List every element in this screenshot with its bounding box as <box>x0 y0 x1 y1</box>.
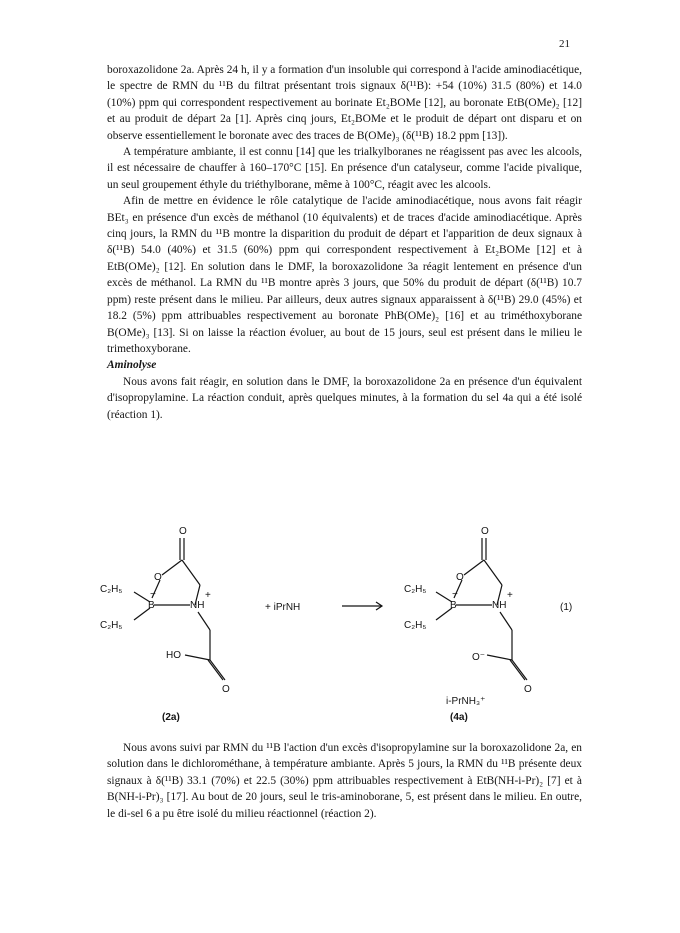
atom-minus: − <box>150 589 156 600</box>
reaction-scheme <box>90 520 600 730</box>
reaction-scheme-svg <box>90 520 600 730</box>
body-text-upper <box>107 62 582 423</box>
atom-o-ring: O <box>154 572 162 583</box>
reaction-number: (1) <box>560 602 573 613</box>
paragraph-3: Afin de mettre en évidence le rôle catalytique de l'acide aminodiacétique, nous avons fait réagir BEt₃ en présence d'un excès de méthanol (10 équivalents) et de traces d'acide aminodiacétique. Après cinq jours, la RMN du ¹¹B montre la disparition du produit de départ et l'apparition de deux signaux à δ(¹¹B) 54.0 (40%) et 31.5 (60%) ppm qui correspondent respectivement à Et₂BOMe [12] et à EtB(OMe)₂ [12]. En solution dans le DMF, la boroxazolidone 3a réagit lentement en présence d'un excès de méthanol. La RMN du ¹¹B montre après 3 jours, que 50% du produit de départ (δ(¹¹B) 10.7 ppm) reste présent dans le milieu. Par ailleurs, deux autres signaux apparaissent à δ(¹¹B) 29.0 (45%) et 18.2 (5%) ppm attribuables respectivement au boronate PhB(OMe)₂ [16] et au triméthoxyborane B(OMe)₃ [13]. Si on laisse la réaction évoluer, au bout de 15 jours, seul est présent dans le milieu le trimethoxyborane. <box>107 195 582 355</box>
atom-o-top-4a: O <box>481 526 489 537</box>
atom-minus-4a: − <box>452 589 458 600</box>
atom-o-bottom: O <box>222 684 230 695</box>
compound-label-4a: (4a) <box>450 712 468 723</box>
compound-label-2a: (2a) <box>162 712 180 723</box>
paragraph-1: boroxazolidone 2a. Après 24 h, il y a formation d'un insoluble qui correspond à l'acide aminodiacétique, le spectre de RMN du ¹¹B du filtrat présentant trois signaux δ(¹¹B): +54 (10%) 31.5 (80%) et 14.0 (10%) ppm qui correspondent respectivement au borinate Et₂BOMe [12], au boronate EtB(OMe)₂ [12] et au produit de départ 2a [1]. Après cinq jours, Et₂BOMe et le produit de départ ont disparu et on observe essentiellement le boronate avec des traces de B(OMe)₃ (δ(¹¹B) 18.2 ppm [13]). <box>107 64 582 142</box>
body-text-lower <box>107 740 582 822</box>
atom-ethyl-1-4a: C₂H₅ <box>404 584 427 595</box>
atom-o-top: O <box>179 526 187 537</box>
atom-ethyl-2: C₂H₅ <box>100 620 123 631</box>
section-heading: Aminolyse <box>107 359 157 372</box>
reagent-isopropylamine: + iPrNH <box>265 602 301 613</box>
atom-plus-4a: + <box>507 590 513 601</box>
atom-nh-4a: NH <box>492 600 507 611</box>
page-number: 21 <box>559 38 570 50</box>
atom-o-minus: O⁻ <box>472 652 486 663</box>
cation-label: i-PrNH₃⁺ <box>446 696 486 707</box>
aminolyse-paragraph: Nous avons fait réagir, en solution dans le DMF, la boroxazolidone 2a en présence d'un équivalent d'isopropylamine. La réaction conduit, après quelques minutes, à la formation du sel 4a qui a été isolé (réaction 1). <box>107 375 582 421</box>
atom-boron: B <box>148 600 155 611</box>
atom-ethyl-1: C₂H₅ <box>100 584 123 595</box>
atom-o-ring-4a: O <box>456 572 464 583</box>
atom-ethyl-2-4a: C₂H₅ <box>404 620 427 631</box>
atom-nh: NH <box>190 600 205 611</box>
atom-plus: + <box>205 590 211 601</box>
atom-o-bottom-4a: O <box>524 684 532 695</box>
reaction-arrow <box>342 602 382 610</box>
paragraph-2: A température ambiante, il est connu [14] que les trialkylboranes ne réagissent pas avec les alcools, il est nécessaire de chauffer à 160–170°C [15]. En présence d'un catalyseur, comme l'acide pivalique, un seul groupement éthyle du triéthylborane, même à 100°C, réagit avec les alcools. <box>107 146 582 191</box>
atom-boron-4a: B <box>450 600 457 611</box>
final-paragraph: Nous avons suivi par RMN du ¹¹B l'action d'un excès d'isopropylamine sur la boroxazolidone 2a, en solution dans le dichlorométhane, à température ambiante. Après 5 jours, la RMN du ¹¹B présente deux signaux à δ(¹¹B) 33.1 (70%) et 22.5 (30%) ppm attribuables respectivement à EtB(NH-i-Pr)₂ [7] et à B(NH-i-Pr)₃ [17]. Au bout de 20 jours, seul le tris-aminoborane, 5, est présent dans le milieu. En outre, le di-sel 6 a pu être isolé du milieu réactionnel (réaction 2). <box>107 742 582 820</box>
atom-ho: HO <box>166 650 181 661</box>
